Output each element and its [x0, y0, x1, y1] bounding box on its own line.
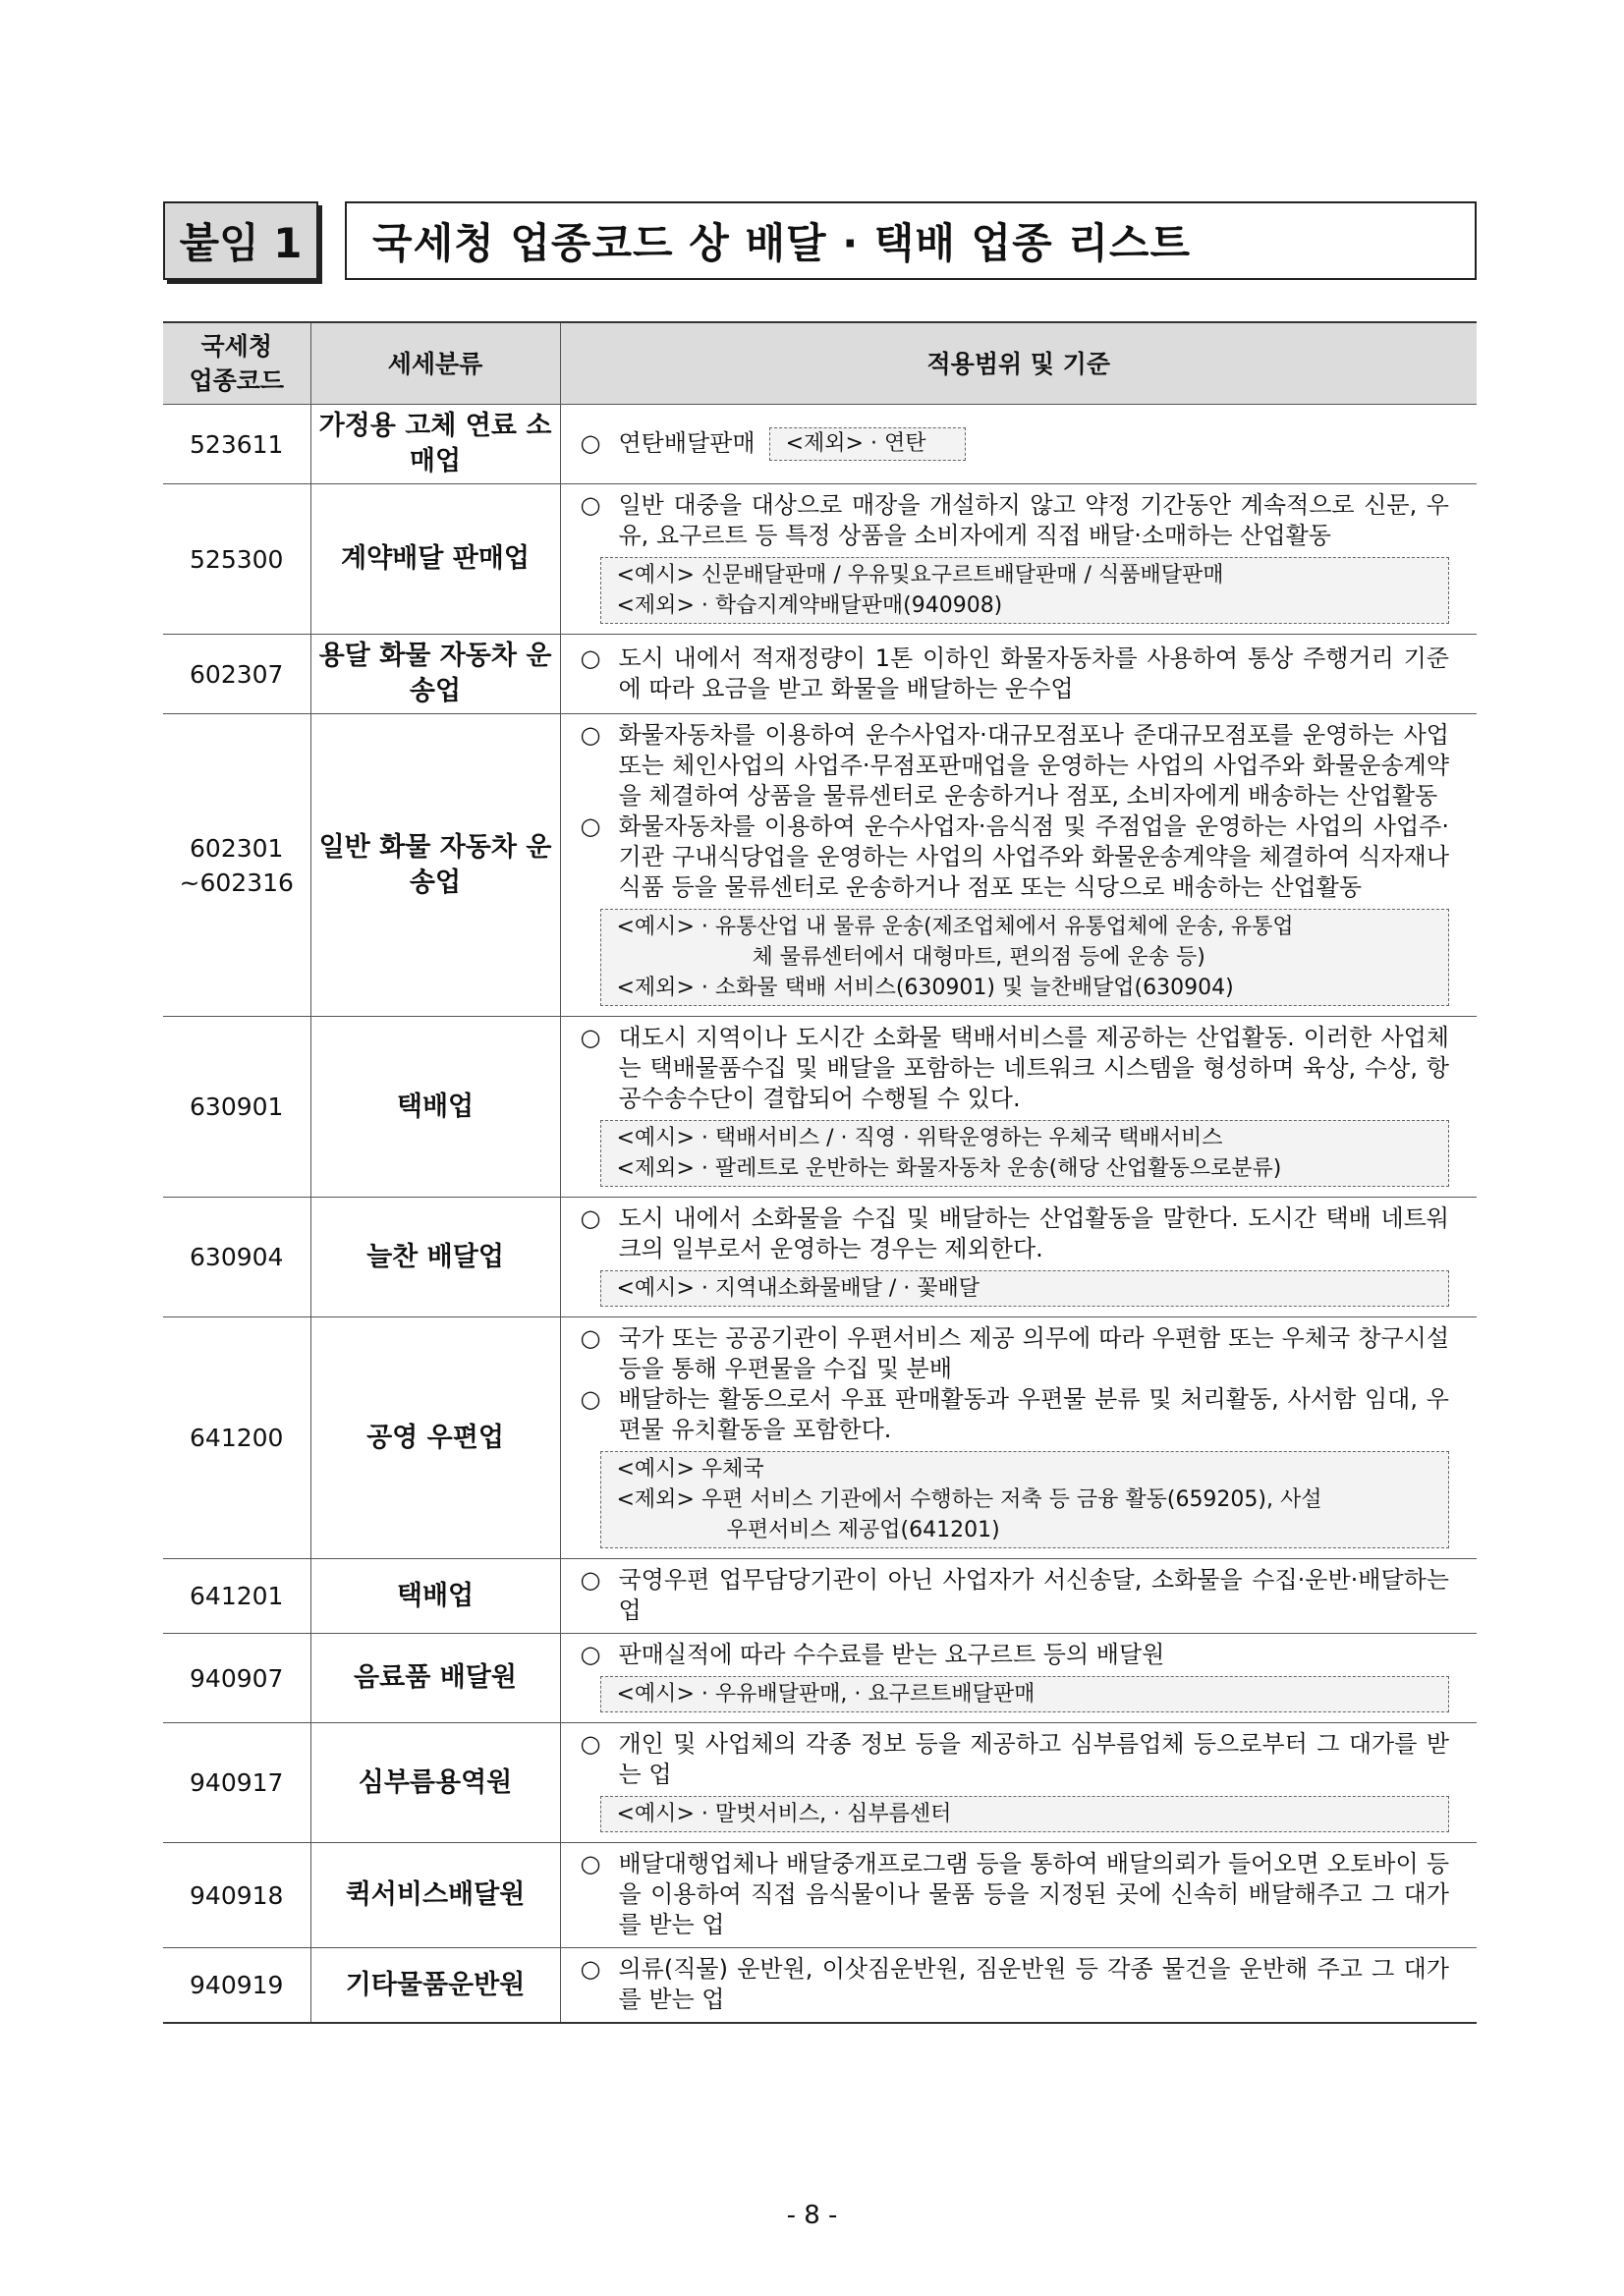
table-row [163, 635, 1477, 714]
bullet-mark: ○ [580, 1850, 601, 1877]
bullet-mark: ○ [580, 812, 601, 840]
category-cell: 계약배달 판매업 [310, 484, 560, 635]
bullet-text: 도시 내에서 소화물을 수집 및 배달하는 산업활동을 말한다. 도시간 택배 네트워크의 일부로서 운영하는 경우는 제외한다. [618, 1204, 1449, 1262]
box-line: <예시> 신문배달판매 / 우유및요구르트배달판매 / 식품배달판매 [616, 563, 1224, 588]
scope-cell [560, 1723, 1477, 1843]
bullet-mark: ○ [580, 1385, 601, 1413]
code-text: 602301 ~602316 [179, 833, 294, 897]
bullet-item [581, 1729, 1450, 1790]
bullet-item [581, 1384, 1450, 1445]
code-cell: 940918 [163, 1843, 310, 1948]
box-line: <제외> · 소화물 택배 서비스(630901) 및 늘찬배달업(630904) [616, 976, 1234, 1000]
page-title: 국세청 업종코드 상 배달 · 택배 업종 리스트 [345, 201, 1477, 280]
category-cell: 늘찬 배달업 [310, 1198, 560, 1317]
bullet-item [581, 1849, 1450, 1940]
table-row [163, 1634, 1477, 1723]
bullet-text: 도시 내에서 적재정량이 1톤 이하인 화물자동차를 사용하여 통상 주행거리 기준에 따라 요금을 받고 화물을 배달하는 운수업 [618, 644, 1449, 702]
box-line: <예시> · 말벗서비스, · 심부름센터 [616, 1802, 952, 1826]
example-box [600, 1451, 1450, 1548]
category-cell: 용달 화물 자동차 운송업 [310, 635, 560, 714]
table-row [163, 405, 1477, 484]
bullet-mark: ○ [580, 491, 601, 519]
bullet-text: 배달하는 활동으로서 우표 판매활동과 우편물 분류 및 처리활동, 사서함 임대, 우편물 유치활동을 포함한다. [618, 1385, 1449, 1443]
category-cell: 공영 우편업 [310, 1317, 560, 1559]
code-cell: 641201 [163, 1559, 310, 1634]
code-cell: 523611 [163, 405, 310, 484]
bullet-mark: ○ [580, 429, 601, 457]
example-box [600, 1120, 1450, 1187]
category-cell: 일반 화물 자동차 운송업 [310, 714, 560, 1017]
page-header [163, 201, 1477, 280]
bullet-text: 화물자동차를 이용하여 운수사업자·음식점 및 주점업을 운영하는 사업의 사업주·기관 구내식당업을 운영하는 사업의 사업주와 화물운송계약을 체결하여 식자재나 식품 등을 물류센터로 운송하거나 점포 또는 식당으로 배송하는 산업활동 [618, 812, 1449, 901]
table-row [163, 484, 1477, 635]
bullet-mark: ○ [580, 1566, 601, 1594]
bullet-text: 배달대행업체나 배달중개프로그램 등을 통하여 배달의뢰가 들어오면 오토바이 등을 이용하여 직접 음식물이나 물품 등을 지정된 곳에 신속히 배달해주고 그 대가를 받는 업 [618, 1850, 1449, 1938]
bullet-item [581, 1323, 1450, 1384]
example-box [600, 1796, 1450, 1832]
bullet-mark: ○ [580, 1204, 601, 1232]
category-cell: 가정용 고체 연료 소매업 [310, 405, 560, 484]
bullet-item [581, 1640, 1450, 1670]
bullet-mark: ○ [580, 1641, 601, 1668]
box-line: <예시> · 유통산업 내 물류 운송(제조업체에서 유통업체에 운송, 유통업 [616, 915, 1294, 939]
code-cell: 940919 [163, 1948, 310, 2024]
bullet-item [581, 720, 1450, 812]
bullet-item [581, 1204, 1450, 1264]
scope-cell [560, 1559, 1477, 1634]
exclusion-box: <제외> · 연탄 [769, 427, 967, 461]
code-cell: 630901 [163, 1017, 310, 1198]
bullet-item [581, 644, 1450, 704]
box-line: 우편서비스 제공업(641201) [726, 1518, 1000, 1542]
category-cell: 심부름용역원 [310, 1723, 560, 1843]
scope-cell [560, 484, 1477, 635]
category-cell: 퀵서비스배달원 [310, 1843, 560, 1948]
box-line: <예시> · 우유배달판매, · 요구르트배달판매 [616, 1682, 1036, 1707]
bullet-mark: ○ [580, 721, 601, 749]
header-code [163, 322, 310, 405]
example-box [600, 1676, 1450, 1712]
box-line: 체 물류센터에서 대형마트, 편의점 등에 운송 등) [752, 945, 1205, 970]
box-line: <제외> · 팔레트로 운반하는 화물자동차 운송(해당 산업활동으로분류) [616, 1156, 1282, 1181]
scope-cell [560, 635, 1477, 714]
code-cell: 641200 [163, 1317, 310, 1559]
bullet-text: 국영우편 업무담당기관이 아닌 사업자가 서신송달, 소화물을 수집·운반·배달하는 업 [618, 1566, 1449, 1624]
bullet-mark: ○ [580, 1955, 601, 1983]
bullet-item [581, 812, 1450, 903]
scope-cell [560, 714, 1477, 1017]
bullet-item [581, 1565, 1450, 1626]
scope-cell [560, 1317, 1477, 1559]
bullet-text: 연탄배달판매 [618, 429, 756, 457]
scope-cell [560, 405, 1477, 484]
header-category: 세세분류 [310, 322, 560, 405]
industry-code-table [163, 321, 1477, 2024]
bullet-mark: ○ [580, 1324, 601, 1352]
bullet-text: 화물자동차를 이용하여 운수사업자·대규모점포나 준대규모점포를 운영하는 사업 또는 체인사업의 사업주·무점포판매업을 운영하는 사업의 사업주와 화물운송계약을 체결하여 상품을 물류센터로 운송하거나 점포, 소비자에게 배송하는 산업활동 [618, 721, 1449, 810]
category-cell: 음료품 배달원 [310, 1634, 560, 1723]
scope-cell [560, 1843, 1477, 1948]
code-cell: 602307 [163, 635, 310, 714]
bullet-mark: ○ [580, 644, 601, 672]
bullet-mark: ○ [580, 1730, 601, 1758]
category-cell: 기타물품운반원 [310, 1948, 560, 2024]
code-cell: 940917 [163, 1723, 310, 1843]
bullet-item [581, 490, 1450, 551]
table-row [163, 1317, 1477, 1559]
bullet-text: 대도시 지역이나 도시간 소화물 택배서비스를 제공하는 산업활동. 이러한 사업체는 택배물품수집 및 배달을 포함하는 네트워크 시스템을 형성하며 육상, 수상, 항공수송수단이 결합되어 수행될 수 있다. [618, 1024, 1449, 1112]
box-line: <예시> · 지역내소화물배달 / · 꽃배달 [616, 1276, 980, 1301]
bullet-item [581, 1954, 1450, 2015]
category-cell: 택배업 [310, 1559, 560, 1634]
table-row [163, 1843, 1477, 1948]
category-cell: 택배업 [310, 1017, 560, 1198]
table-row [163, 1017, 1477, 1198]
attachment-badge: 붙임 1 [163, 201, 318, 280]
bullet-text: 개인 및 사업체의 각종 정보 등을 제공하고 심부름업체 등으로부터 그 대가를 받는 업 [618, 1730, 1449, 1788]
scope-cell [560, 1198, 1477, 1317]
page-number: - 8 - [786, 2201, 838, 2230]
table-row [163, 1723, 1477, 1843]
box-line: <제외> 우편 서비스 기관에서 수행하는 저축 등 금융 활동(659205), 사설 [616, 1487, 1322, 1512]
table-row [163, 1948, 1477, 2024]
example-box [600, 909, 1450, 1006]
bullet-item [581, 1023, 1450, 1114]
table-row [163, 1198, 1477, 1317]
scope-cell [560, 1017, 1477, 1198]
table-row [163, 714, 1477, 1017]
scope-cell [560, 1634, 1477, 1723]
bullet-mark: ○ [580, 1024, 601, 1051]
code-cell [163, 714, 310, 1017]
code-cell: 525300 [163, 484, 310, 635]
example-box [600, 557, 1450, 624]
bullet-text: 판매실적에 따라 수수료를 받는 요구르트 등의 배달원 [618, 1641, 1165, 1668]
inline-bullet [581, 427, 1450, 461]
table-header-row [163, 322, 1477, 405]
header-code-label: 국세청 업종코드 [189, 332, 285, 395]
code-cell: 940907 [163, 1634, 310, 1723]
table-row [163, 1559, 1477, 1634]
example-box [600, 1270, 1450, 1307]
header-scope: 적용범위 및 기준 [560, 322, 1477, 405]
scope-cell [560, 1948, 1477, 2024]
box-line: <예시> 우체국 [616, 1457, 764, 1482]
box-line: <예시> · 택배서비스 / · 직영 · 위탁운영하는 우체국 택배서비스 [616, 1126, 1223, 1150]
bullet-text: 국가 또는 공공기관이 우편서비스 제공 의무에 따라 우편함 또는 우체국 창구시설 등을 통해 우편물을 수집 및 분배 [618, 1324, 1449, 1382]
code-cell: 630904 [163, 1198, 310, 1317]
bullet-text: 의류(직물) 운반원, 이삿짐운반원, 짐운반원 등 각종 물건을 운반해 주고 그 대가를 받는 업 [618, 1955, 1449, 2013]
box-line: <제외> · 학습지계약배달판매(940908) [616, 593, 1003, 618]
bullet-text: 일반 대중을 대상으로 매장을 개설하지 않고 약정 기간동안 계속적으로 신문, 우유, 요구르트 등 특정 상품을 소비자에게 직접 배달·소매하는 산업활동 [618, 491, 1449, 549]
